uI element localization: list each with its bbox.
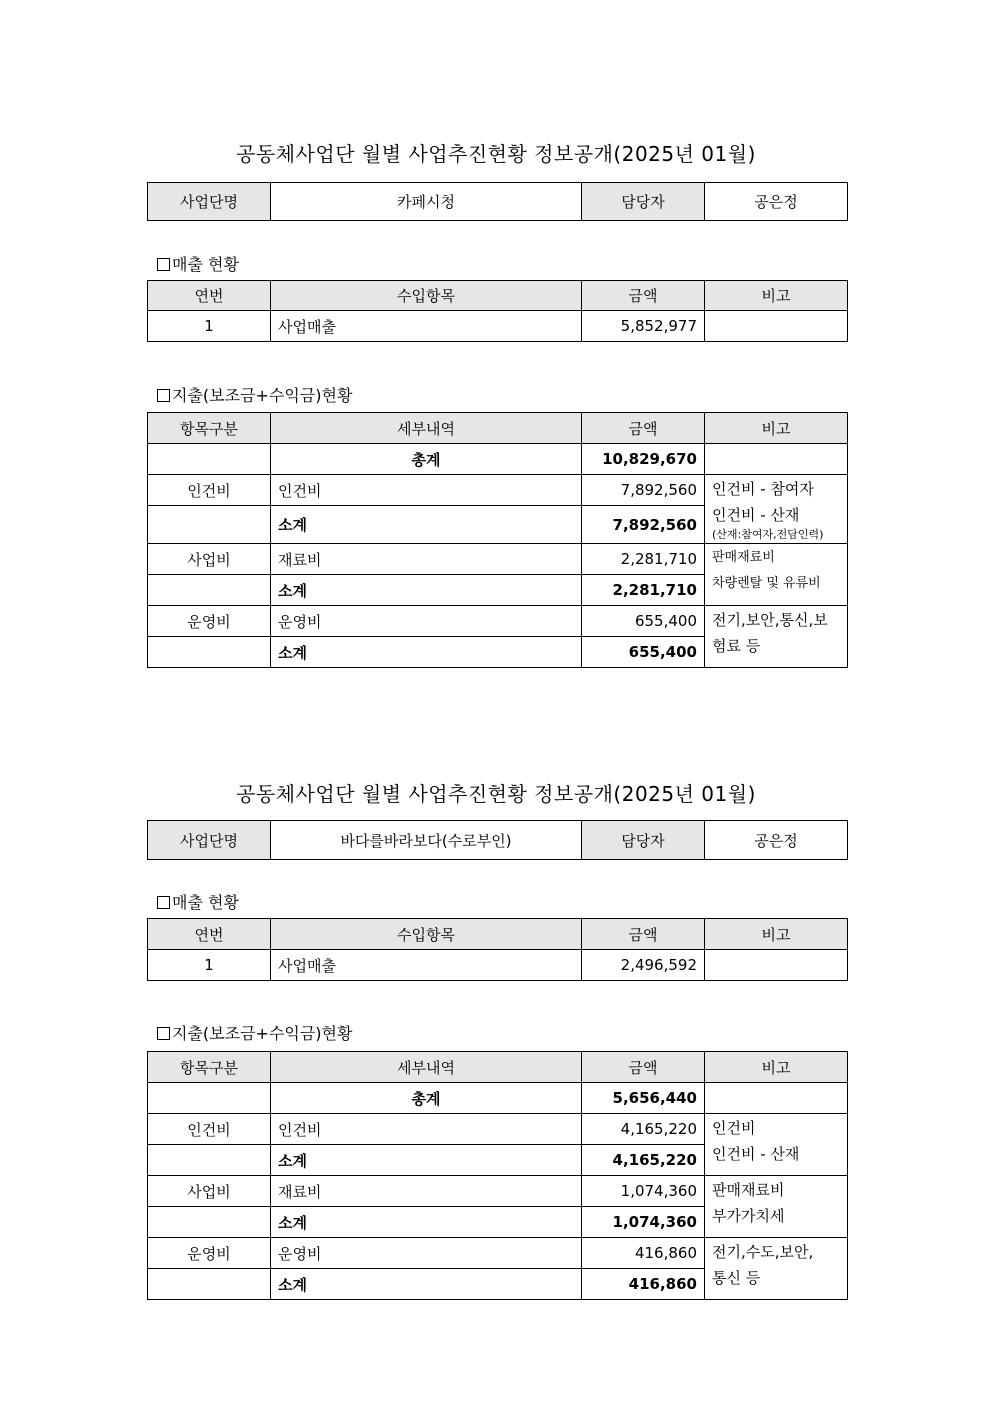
column-header: 항목구분	[148, 413, 271, 444]
subtotal-amount: 1,074,360	[582, 1207, 705, 1238]
note: 인건비 인건비 - 산재	[705, 1114, 848, 1176]
amount: 2,281,710	[582, 544, 705, 575]
amount: 4,165,220	[582, 1114, 705, 1145]
category: 사업비	[148, 544, 271, 575]
business-name-label: 사업단명	[148, 183, 271, 221]
note: 전기,수도,보안, 통신 등	[705, 1238, 848, 1300]
page-title: 공동체사업단 월별 사업추진현황 정보공개(2025년 01월)	[236, 782, 756, 806]
column-header: 수입항목	[271, 919, 582, 950]
table-row	[148, 311, 848, 342]
detail: 인건비	[271, 475, 582, 506]
column-header: 금액	[582, 281, 705, 311]
column-header: 연번	[148, 281, 271, 311]
note: 판매재료비 차량렌탈 및 유류비	[705, 544, 848, 606]
table-row	[148, 1114, 848, 1145]
category: 인건비	[148, 1114, 271, 1145]
table-row	[148, 1238, 848, 1269]
table-row	[148, 475, 848, 506]
sales-heading: 매출 현황	[157, 252, 239, 275]
detail: 재료비	[271, 544, 582, 575]
subtotal-amount: 416,860	[582, 1269, 705, 1300]
column-header: 항목구분	[148, 1052, 271, 1083]
income-item: 사업매출	[271, 950, 582, 981]
total-row	[148, 444, 848, 475]
page-title: 공동체사업단 월별 사업추진현황 정보공개(2025년 01월)	[236, 142, 756, 166]
column-header: 세부내역	[271, 1052, 582, 1083]
detail: 재료비	[271, 1176, 582, 1207]
expense-heading: 지출(보조금+수익금)현황	[157, 383, 352, 406]
detail: 운영비	[271, 606, 582, 637]
category: 인건비	[148, 475, 271, 506]
amount: 2,496,592	[582, 950, 705, 981]
checkbox-square-icon	[157, 1027, 170, 1040]
total-amount: 10,829,670	[582, 444, 705, 475]
amount: 1,074,360	[582, 1176, 705, 1207]
total-label: 총계	[271, 444, 582, 475]
column-header: 비고	[705, 281, 848, 311]
subtotal-label: 소계	[271, 1207, 582, 1238]
column-header: 금액	[582, 413, 705, 444]
detail: 인건비	[271, 1114, 582, 1145]
total-amount: 5,656,440	[582, 1083, 705, 1114]
sales-table	[147, 280, 848, 342]
info-table	[147, 182, 848, 221]
column-header: 수입항목	[271, 281, 582, 311]
note: 전기,보안,통신,보 험료 등	[705, 606, 848, 668]
manager-name: 공은정	[705, 183, 848, 221]
expense-table	[147, 1051, 848, 1300]
manager-label: 담당자	[582, 183, 705, 221]
column-header: 금액	[582, 919, 705, 950]
subtotal-amount: 2,281,710	[582, 575, 705, 606]
info-table	[147, 820, 848, 860]
category: 사업비	[148, 1176, 271, 1207]
subtotal-label: 소계	[271, 637, 582, 668]
subtotal-amount: 655,400	[582, 637, 705, 668]
amount: 7,892,560	[582, 475, 705, 506]
column-header: 비고	[705, 1052, 848, 1083]
expense-table	[147, 412, 848, 668]
subtotal-label: 소계	[271, 1269, 582, 1300]
column-header: 금액	[582, 1052, 705, 1083]
sales-heading: 매출 현황	[157, 890, 239, 913]
subtotal-label: 소계	[271, 575, 582, 606]
table-row	[148, 606, 848, 637]
amount: 416,860	[582, 1238, 705, 1269]
category: 운영비	[148, 1238, 271, 1269]
table-row	[148, 1176, 848, 1207]
column-header: 비고	[705, 413, 848, 444]
column-header: 비고	[705, 919, 848, 950]
row-number: 1	[148, 311, 271, 342]
business-name: 카페시청	[271, 183, 582, 221]
row-number: 1	[148, 950, 271, 981]
column-header: 세부내역	[271, 413, 582, 444]
table-row	[148, 544, 848, 575]
table-row	[148, 950, 848, 981]
amount: 655,400	[582, 606, 705, 637]
income-item: 사업매출	[271, 311, 582, 342]
category: 운영비	[148, 606, 271, 637]
checkbox-square-icon	[157, 258, 170, 271]
amount: 5,852,977	[582, 311, 705, 342]
checkbox-square-icon	[157, 896, 170, 909]
business-name-label: 사업단명	[148, 821, 271, 860]
detail: 운영비	[271, 1238, 582, 1269]
business-name: 바다를바라보다(수로부인)	[271, 821, 582, 860]
total-label: 총계	[271, 1083, 582, 1114]
note: 인건비 - 참여자 인건비 - 산재 (산재:참여자,전담인력)	[705, 475, 848, 544]
sales-table	[147, 918, 848, 981]
note: 판매재료비 부가가치세	[705, 1176, 848, 1238]
subtotal-label: 소계	[271, 506, 582, 544]
note	[705, 311, 848, 342]
subtotal-amount: 7,892,560	[582, 506, 705, 544]
manager-name: 공은정	[705, 821, 848, 860]
subtotal-label: 소계	[271, 1145, 582, 1176]
column-header: 연번	[148, 919, 271, 950]
expense-heading: 지출(보조금+수익금)현황	[157, 1021, 352, 1044]
manager-label: 담당자	[582, 821, 705, 860]
note	[705, 950, 848, 981]
checkbox-square-icon	[157, 389, 170, 402]
subtotal-amount: 4,165,220	[582, 1145, 705, 1176]
total-row	[148, 1083, 848, 1114]
